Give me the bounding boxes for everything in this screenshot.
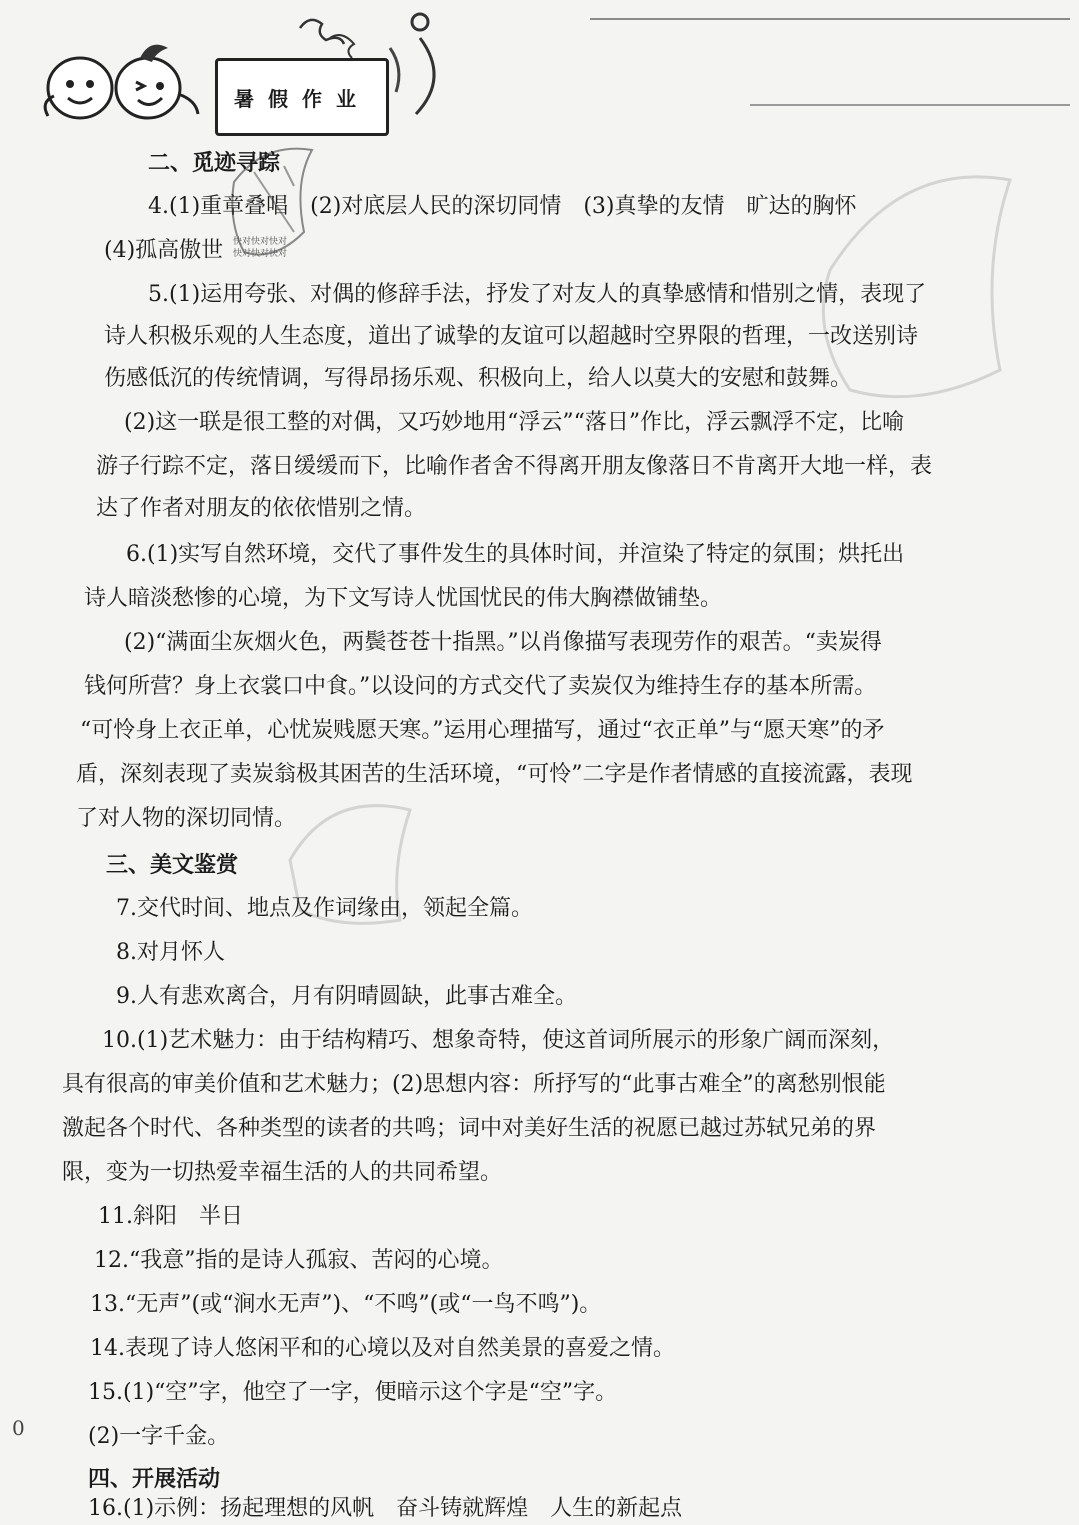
section-heading: 二、觅迹寻踪	[148, 150, 281, 176]
answer-line: 15.(1)“空”字，他空了一字，便暗示这个字是“空”字。	[88, 1380, 618, 1405]
watermark-line-2: 快对快对快对	[233, 249, 288, 259]
watermark-text	[233, 236, 287, 260]
answer-line: 诗人暗淡愁惨的心境，为下文写诗人忧国忧民的伟大胸襟做铺垫。	[84, 586, 723, 611]
answer-line: 5.(1)运用夸张、对偶的修辞手法，抒发了对友人的真挚感情和惜别之情，表现了	[148, 282, 927, 307]
answer-line: 6.(1)实写自然环境，交代了事件发生的具体时间，并渲染了特定的氛围；烘托出	[126, 542, 905, 567]
answer-line: 游子行踪不定，落日缓缓而下，比喻作者舍不得离开朋友像落日不肯离开大地一样，表	[96, 454, 933, 479]
answer-line: 7.交代时间、地点及作词缘由，领起全篇。	[116, 896, 533, 921]
header-divider-lower	[750, 104, 1070, 106]
answer-line: 14.表现了诗人悠闲平和的心境以及对自然美景的喜爱之情。	[90, 1336, 675, 1361]
watermark-line-1: 快对快对快对	[233, 237, 288, 247]
header-badge-label: 暑假作业	[234, 86, 370, 111]
page-header	[30, 8, 1070, 128]
section-heading: 三、美文鉴赏	[106, 852, 239, 878]
section-heading: 四、开展活动	[88, 1466, 221, 1492]
answer-line: 12.“我意”指的是诗人孤寂、苦闷的心境。	[94, 1248, 504, 1273]
answer-line: 具有很高的审美价值和艺术魅力；(2)思想内容：所抒写的“此事古难全”的离愁别恨能	[62, 1072, 886, 1097]
page-number: 0	[12, 1416, 25, 1440]
answer-line: 了对人物的深切同情。	[76, 806, 297, 831]
answer-line: 4.(1)重章叠唱 (2)对底层人民的深切同情 (3)真挚的友情 旷达的胸怀	[148, 194, 857, 219]
answer-line: 8.对月怀人	[116, 940, 225, 965]
header-divider	[590, 18, 1070, 20]
cartoon-mascots-icon	[40, 36, 210, 126]
answer-line: (2)“满面尘灰烟火色，两鬓苍苍十指黑。”以肖像描写表现劳作的艰苦。“卖炭得	[124, 630, 882, 655]
answer-line: (2)一字千金。	[88, 1424, 230, 1449]
answer-line: 达了作者对朋友的依依惜别之情。	[96, 496, 427, 521]
answer-line: 10.(1)艺术魅力：由于结构精巧、想象奇特，使这首词所展示的形象广阔而深刻，	[102, 1028, 895, 1053]
answer-line: 13.“无声”(或“涧水无声”)、“不鸣”(或“一鸟不鸣”)。	[90, 1292, 602, 1317]
answer-line: 11.斜阳 半日	[98, 1204, 243, 1229]
answer-line: (2)这一联是很工整的对偶，又巧妙地用“浮云”“落日”作比，浮云飘浮不定，比喻	[124, 410, 905, 435]
answer-line: (4)孤高傲世	[104, 238, 224, 263]
header-badge	[215, 58, 389, 136]
answer-line: 限，变为一切热爱幸福生活的人的共同希望。	[62, 1160, 503, 1185]
answer-line: 钱何所营？身上衣裳口中食。”以设问的方式交代了卖炭仅为维持生存的基本所需。	[84, 674, 877, 699]
answer-line: 诗人积极乐观的人生态度，道出了诚挚的友谊可以超越时空界限的哲理，一改送别诗	[104, 324, 919, 349]
answer-line: 16.(1)示例：扬起理想的风帆 奋斗铸就辉煌 人生的新起点	[88, 1496, 683, 1521]
answer-line: 9.人有悲欢离合，月有阴晴圆缺，此事古难全。	[116, 984, 577, 1009]
answer-line: “可怜身上衣正单，心忧炭贱愿天寒。”运用心理描写，通过“衣正单”与“愿天寒”的矛	[80, 718, 885, 743]
answer-line: 伤感低沉的传统情调，写得昂扬乐观、积极向上，给人以莫大的安慰和鼓舞。	[104, 366, 853, 391]
answer-line: 激起各个时代、各种类型的读者的共鸣；词中对美好生活的祝愿已越过苏轼兄弟的界	[62, 1116, 877, 1141]
answer-line: 盾，深刻表现了卖炭翁极其困苦的生活环境，“可怜”二字是作者情感的直接流露，表现	[76, 762, 913, 787]
